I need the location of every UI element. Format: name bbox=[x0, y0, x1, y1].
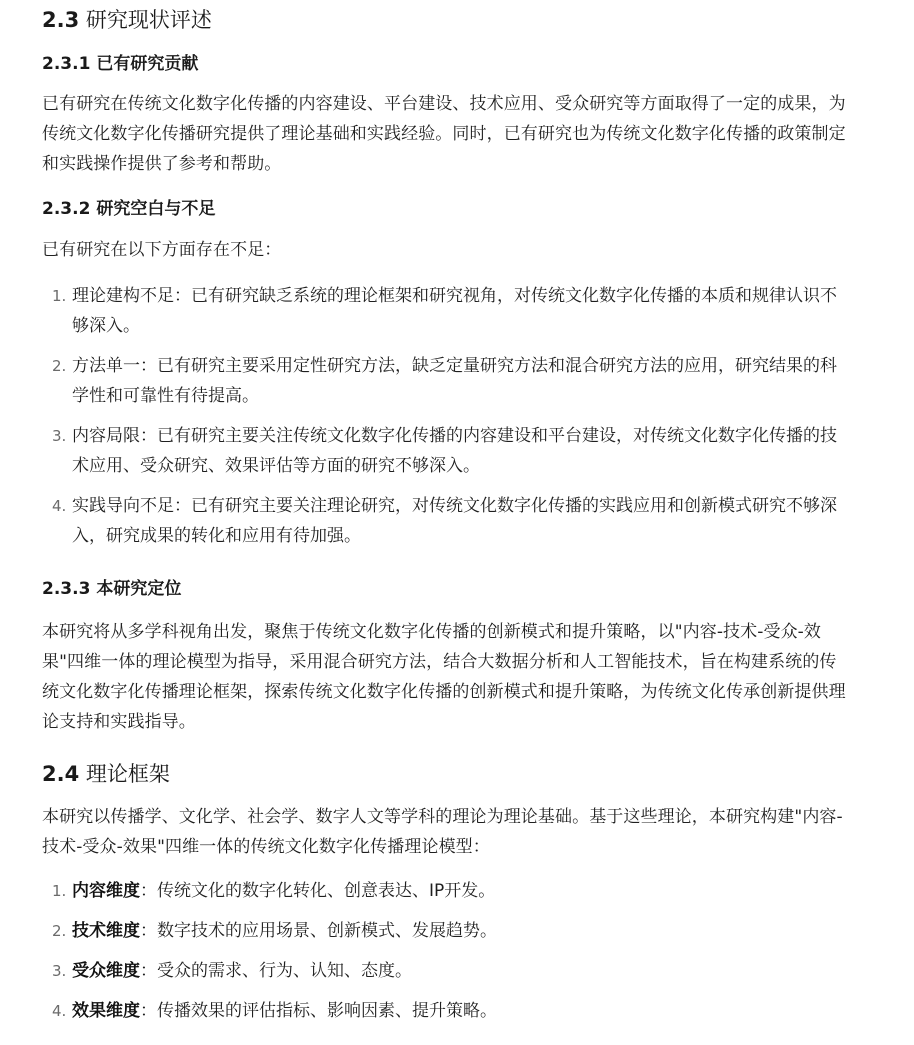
dimension-label: 内容维度 bbox=[72, 881, 140, 901]
list-item bbox=[42, 281, 852, 341]
paragraph-existing-contributions: 已有研究在传统文化数字化传播的内容建设、平台建设、技术应用、受众研究等方面取得了一定的成果，为传统文化数字化传播研究提供了理论基础和实践经验。同时，已有研究也为传统文化数字化传播的政策制定和实践操作提供了参考和帮助。 bbox=[42, 94, 846, 174]
list-item bbox=[42, 876, 852, 906]
heading-title: 研究空白与不足 bbox=[96, 199, 216, 219]
list-text: 方法单一：已有研究主要采用定性研究方法，缺乏定量研究方法和混合研究方法的应用，研究结果的科学性和可靠性有待提高。 bbox=[72, 356, 837, 406]
heading-2-3-3 bbox=[42, 577, 181, 601]
heading-number: 2.4 bbox=[42, 762, 80, 786]
gaps-list bbox=[42, 281, 852, 561]
list-number: 2. bbox=[52, 357, 67, 375]
list-item bbox=[42, 351, 852, 411]
list-item bbox=[42, 916, 852, 946]
heading-number: 2.3.2 bbox=[42, 199, 91, 219]
list-item bbox=[42, 956, 852, 986]
heading-title: 本研究定位 bbox=[96, 579, 182, 599]
list-text: 理论建构不足：已有研究缺乏系统的理论框架和研究视角，对传统文化数字化传播的本质和规律认识不够深入。 bbox=[72, 286, 837, 336]
heading-title: 研究现状评述 bbox=[85, 8, 212, 32]
list-number: 4. bbox=[52, 497, 67, 515]
paragraph-gaps-intro: 已有研究在以下方面存在不足： bbox=[42, 240, 282, 260]
heading-2-3-2 bbox=[42, 197, 215, 221]
heading-2-3 bbox=[42, 6, 212, 34]
heading-number: 2.3 bbox=[42, 8, 80, 32]
list-number: 3. bbox=[52, 427, 67, 445]
dimension-label: 受众维度 bbox=[72, 961, 140, 981]
heading-number: 2.3.3 bbox=[42, 579, 91, 599]
dimension-label: 技术维度 bbox=[72, 921, 140, 941]
list-item bbox=[42, 421, 852, 481]
list-number: 1. bbox=[52, 882, 67, 900]
list-text: ：传播效果的评估指标、影响因素、提升策略。 bbox=[140, 1001, 497, 1021]
list-text: 实践导向不足：已有研究主要关注理论研究，对传统文化数字化传播的实践应用和创新模式研究不够深入，研究成果的转化和应用有待加强。 bbox=[72, 496, 837, 546]
list-item bbox=[42, 996, 852, 1026]
paragraph-research-positioning: 本研究将从多学科视角出发，聚焦于传统文化数字化传播的创新模式和提升策略，以"内容-技术-受众-效果"四维一体的理论模型为指导，采用混合研究方法，结合大数据分析和人工智能技术，旨在构建系统的传统文化数字化传播理论框架，探索传统文化数字化传播的创新模式和提升策略，为传统文化传承创新提供理论支持和实践指导。 bbox=[42, 622, 846, 732]
list-number: 1. bbox=[52, 287, 67, 305]
heading-2-4 bbox=[42, 760, 170, 788]
list-number: 2. bbox=[52, 922, 67, 940]
list-number: 4. bbox=[52, 1002, 67, 1020]
list-item bbox=[42, 491, 852, 551]
list-number: 3. bbox=[52, 962, 67, 980]
list-text: ：数字技术的应用场景、创新模式、发展趋势。 bbox=[140, 921, 497, 941]
dimensions-list bbox=[42, 876, 852, 1036]
heading-2-3-1 bbox=[42, 52, 198, 76]
list-text: ：传统文化的数字化转化、创意表达、IP开发。 bbox=[140, 881, 496, 901]
list-text: ：受众的需求、行为、认知、态度。 bbox=[140, 961, 412, 981]
heading-title: 已有研究贡献 bbox=[96, 54, 199, 74]
heading-title: 理论框架 bbox=[85, 762, 170, 786]
heading-number: 2.3.1 bbox=[42, 54, 91, 74]
dimension-label: 效果维度 bbox=[72, 1001, 140, 1021]
list-text: 内容局限：已有研究主要关注传统文化数字化传播的内容建设和平台建设，对传统文化数字化传播的技术应用、受众研究、效果评估等方面的研究不够深入。 bbox=[72, 426, 837, 476]
paragraph-theoretical-framework: 本研究以传播学、文化学、社会学、数字人文等学科的理论为理论基础。基于这些理论，本研究构建"内容-技术-受众-效果"四维一体的传统文化数字化传播理论模型： bbox=[42, 807, 843, 857]
